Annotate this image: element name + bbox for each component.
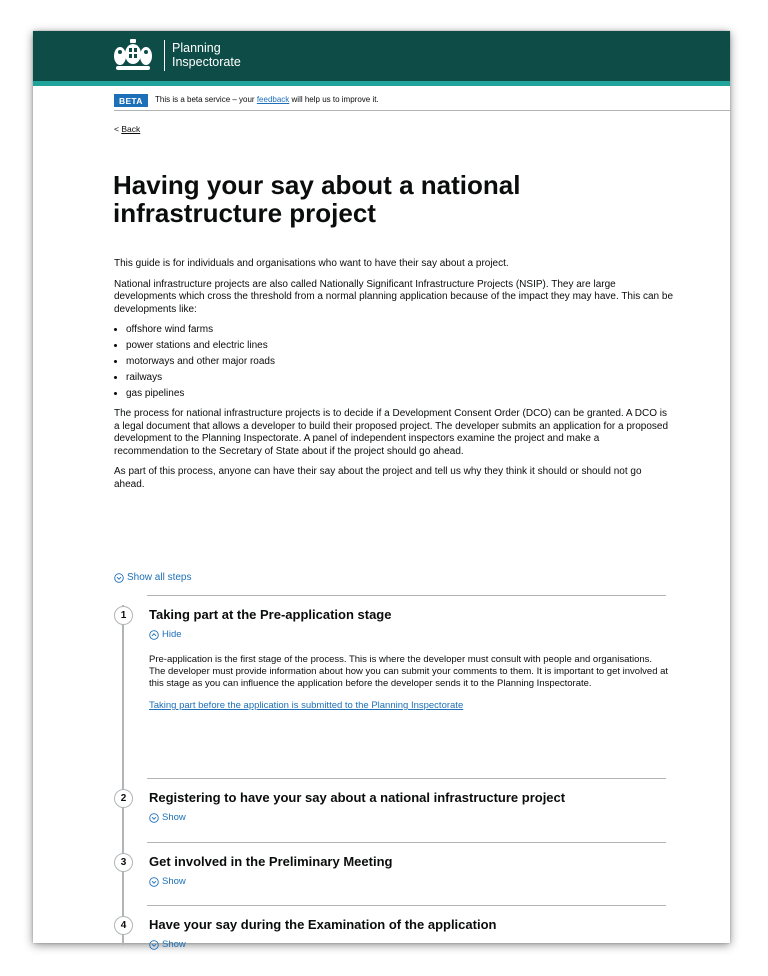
feedback-link[interactable]: feedback	[256, 95, 290, 104]
list-item: • power stations and electric lines	[126, 340, 674, 352]
list-item: • railways	[126, 372, 674, 384]
step-show-button[interactable]	[149, 876, 186, 887]
list-item: • gas pipelines	[126, 388, 674, 400]
steps-connector-line	[122, 605, 124, 945]
step-divider	[147, 842, 666, 843]
beta-message	[155, 95, 379, 105]
show-all-steps-label: Show all steps	[127, 572, 192, 583]
step-divider	[147, 905, 666, 906]
royal-crest-icon[interactable]	[113, 39, 153, 73]
have-your-say-paragraph: As part of this process, anyone can have their say about the project and tell us why they think it should or should not go ahead.	[114, 466, 642, 490]
step-toggle-label: Hide	[162, 629, 182, 640]
list-item: • offshore wind farms	[126, 324, 674, 336]
beta-text-before: This is a beta service – your	[155, 95, 257, 104]
show-all-steps-button[interactable]	[114, 572, 191, 583]
beta-tag: BETA	[114, 94, 148, 107]
intro-content	[114, 258, 674, 499]
examples-list	[114, 324, 674, 400]
brand-line-1: Planning	[172, 41, 221, 55]
brand-name[interactable]	[172, 41, 241, 69]
chevron-up-circle-icon	[149, 630, 159, 640]
step-show-button[interactable]	[149, 939, 186, 950]
phase-banner	[114, 91, 730, 111]
step-title[interactable]: Taking part at the Pre-application stage	[149, 607, 392, 622]
header-stripe	[33, 81, 730, 86]
pre-application-link[interactable]: Taking part before the application is submitted to the Planning Inspectorate	[149, 700, 464, 711]
step-number: 3	[114, 853, 133, 872]
step-number: 4	[114, 916, 133, 935]
step-number: 2	[114, 789, 133, 808]
chevron-down-circle-icon	[149, 940, 159, 950]
browser-page	[33, 31, 730, 950]
step-number: 1	[114, 606, 133, 625]
intro-paragraph: This guide is for individuals and organisations who want to have their say about a project.	[114, 258, 509, 269]
step-divider	[147, 778, 666, 779]
chevron-down-circle-icon	[114, 573, 124, 583]
beta-text-after: will help us to improve it.	[289, 95, 379, 104]
site-header	[33, 31, 730, 81]
step-toggle-label: Show	[162, 876, 186, 887]
step-hide-button[interactable]	[149, 629, 182, 640]
chevron-down-circle-icon	[149, 877, 159, 887]
nsip-paragraph: National infrastructure projects are also called Nationally Significant Infrastructure Projects (NSIP). They are large developments which cross the threshold from a normal planning application because of the impact they may have. This can be developments like:	[114, 278, 674, 315]
step-body	[149, 654, 669, 712]
step-toggle-label: Show	[162, 939, 186, 950]
step-divider	[147, 595, 666, 596]
step-description: Pre-application is the first stage of the process. This is where the developer must consult with people and organisations. The developer must provide information about how you can submit your comments to them. It is important to get involved at this stage as you can influence the application before the developer sends it to the Planning Inspectorate.	[149, 654, 669, 689]
step-title[interactable]: Registering to have your say about a national infrastructure project	[149, 790, 566, 805]
step-title[interactable]: Have your say during the Examination of the application	[149, 917, 497, 932]
back-link-wrapper: < Back	[114, 124, 141, 134]
page-title: Having your say about a national infrastructure project	[113, 170, 521, 228]
dco-paragraph: The process for national infrastructure projects is to decide if a Development Consent Order (DCO) can be granted. A DCO is a legal document that allows a developer to build their proposed project. The developer submits an application for a proposed development to the Planning Inspectorate. A panel of independent inspectors examine the project and make a recommendation to the Secretary of State about if the project should go ahead.	[114, 408, 669, 457]
brand-divider	[164, 40, 165, 71]
brand-line-2: Inspectorate	[172, 55, 241, 69]
chevron-down-circle-icon	[149, 813, 159, 823]
back-link[interactable]: Back	[121, 124, 141, 134]
list-item: • motorways and other major roads	[126, 356, 674, 368]
step-toggle-label: Show	[162, 812, 186, 823]
step-title[interactable]: Get involved in the Preliminary Meeting	[149, 854, 393, 869]
step-show-button[interactable]	[149, 812, 186, 823]
